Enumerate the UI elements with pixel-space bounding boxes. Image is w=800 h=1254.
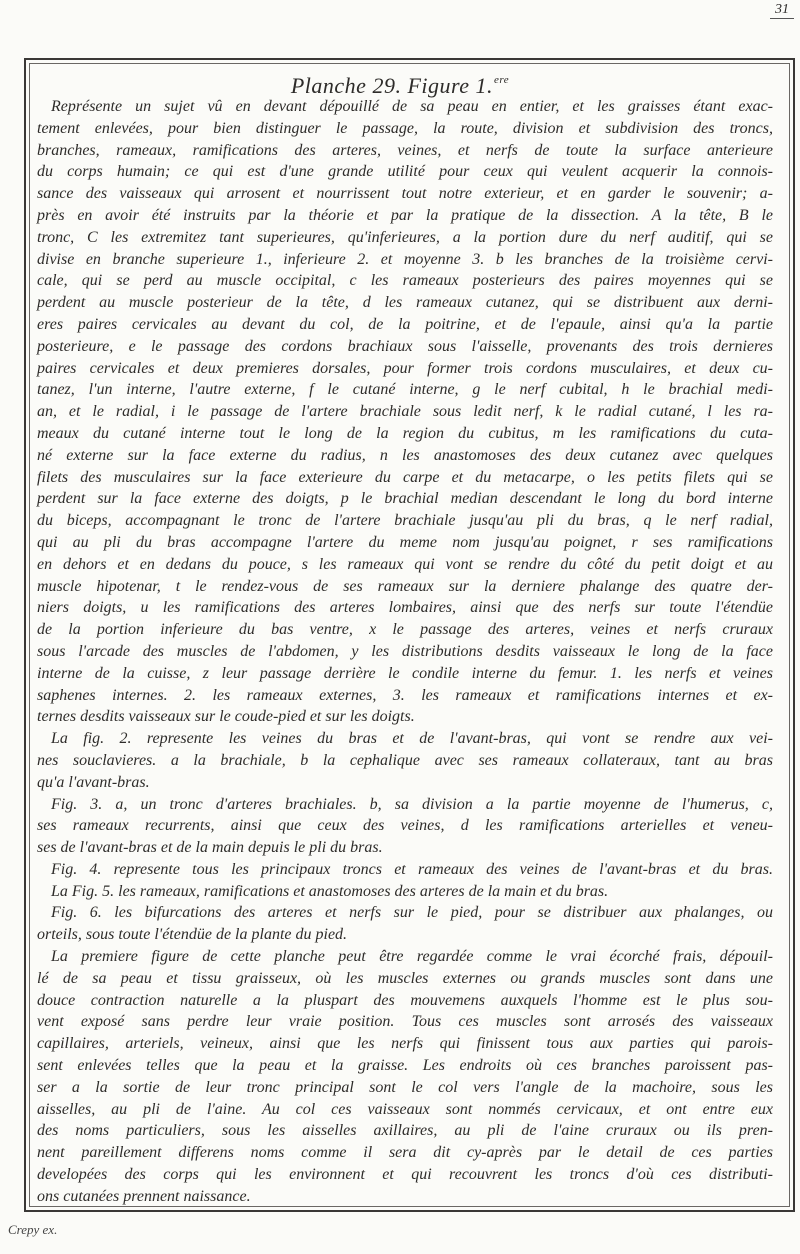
- text-line: saphenes internes. 2. les rameaux externes, 3. les rameaux et ramifications internes et ex-: [37, 686, 773, 704]
- text-line: Fig. 4. represente tous les principaux troncs et rameaux des veines de l'avant-bras et du bras.: [51, 860, 773, 878]
- text-line: posterieure, e le passage des cordons brachiaux sous l'aisselle, provenants des trois dernieres: [37, 337, 773, 355]
- text-line: tement enlevées, pour bien distinguer le passage, la route, division et subdivision des troncs,: [37, 119, 773, 137]
- text-line: douce contraction naturelle a la pluspart des mouvemens auxquels l'homme est le plus sou-: [37, 991, 773, 1009]
- text-line: de la portion inferieure du bas ventre, x le passage des arteres, veines et nerfs cruraux: [37, 621, 773, 639]
- text-line: ses de l'avant-bras et de la main depuis le pli du bras.: [37, 839, 383, 857]
- text-line: Fig. 3. a, un tronc d'arteres brachiales. b, sa division a la partie moyenne de l'humerus, c,: [51, 795, 773, 813]
- text-line: sous l'arcade des muscles de l'abdomen, y les distributions desdits vaisseaux le long de la face: [37, 642, 773, 660]
- text-line: né externe sur la face externe du radius, n les anastomoses des deux cutanez avec quelques: [37, 446, 773, 464]
- text-line: ser a la sortie de leur tronc principal sont le col vers l'angle de la machoire, sous les: [37, 1078, 773, 1096]
- text-line: sance des vaisseaux qui arrosent et nourrissent tout notre exterieur, et en garder le souvenir; a-: [37, 185, 773, 203]
- text-line: tronc, C les extremitez tant superieures, qu'inferieures, a la portion dure du nerf auditif, qui se: [37, 228, 773, 246]
- text-line: divise en branche superieure 1., inferieure 2. et moyenne 3. b les branches de la troisième cervi-: [37, 250, 773, 268]
- text-line: ses rameaux recurrents, ainsi que ceux des veines, d les ramifications arterielles et veneu-: [37, 817, 773, 835]
- text-line: nent pareillement differens noms comme il sera dit cy-après par le detail de ces parties: [37, 1144, 773, 1162]
- text-line: des noms particuliers, sous les aisselles axillaires, au pli de l'aine cruraux ou ils pren-: [37, 1122, 773, 1140]
- text-line: perdent sur la face externe des doigts, p le brachial median descendant le long du bord interne: [37, 490, 773, 508]
- text-line: du corps humain; ce qui est d'une grande utilité pour ceux qui veulent acquerir la connois-: [37, 163, 773, 181]
- text-line: niers doigts, u les ramifications des arteres lombaires, ainsi que des nerfs sur toute l'étendüe: [37, 599, 773, 617]
- text-line: sent enlevées telles que la peau et la graisse. Les endroits où ces branches paroissent pas-: [37, 1057, 773, 1075]
- page-number: 31: [770, 2, 794, 19]
- text-line: meaux du cutané interne tout le long de la region du cubitus, m les ramifications du cuta-: [37, 424, 773, 442]
- text-line: qu'a l'avant-bras.: [37, 773, 150, 791]
- plate-title-superscript: ere: [494, 74, 510, 86]
- text-line: vent exposé sans perdre leur vraie position. Tous ces muscles sont arrosés des vaisseaux: [37, 1013, 773, 1031]
- engraver-credit: Crepy ex.: [8, 1222, 58, 1237]
- text-line: tanez, l'un interne, l'autre externe, f le cutané interne, g le nerf cubital, h le brachial medi-: [37, 381, 773, 399]
- text-line: du biceps, accompagnant le tronc de l'artere brachiale jusqu'au pli du bras, q le nerf radial,: [37, 512, 773, 530]
- text-line: nes souclavieres. a la brachiale, b la cephalique avec ses rameaux collateraux, tant au bras: [37, 751, 773, 769]
- text-line: en dehors et en dedans du pouce, s les rameaux qui vont se rendre du côté du petit doigt et au: [37, 555, 773, 573]
- text-line: paires cervicales et deux premieres dorsales, pour former trois cordons musculaires, et deux cu-: [37, 359, 773, 377]
- plate-title-text: Planche 29. Figure 1.: [290, 73, 493, 98]
- text-line: Fig. 6. les bifurcations des arteres et nerfs sur le pied, pour se distribuer aux phalanges, ou: [51, 904, 773, 922]
- text-line: interne de la cuisse, z leur passage derrière le condile interne du femur. 1. les nerfs et veines: [37, 664, 773, 682]
- text-line: cale, qui se perd au muscle occipital, c les rameaux posterieurs des paires moyennes qui se: [37, 272, 773, 290]
- text-line: muscle hipotenar, t le rendez-vous de ses rameaux sur la derniere phalange des quatre der-: [37, 577, 773, 595]
- text-line: qui au pli du bras accompagne l'artere du meme nom jusqu'au poignet, r ses ramifications: [37, 533, 773, 551]
- text-line: près en avoir été instruits par la théorie et par la pratique de la dissection. A la tête, B le: [37, 206, 773, 224]
- plate-title: [0, 67, 800, 99]
- text-line: capillaires, arteriels, veineux, ainsi que les nerfs qui finissent tous aux parties qui parois-: [37, 1035, 773, 1053]
- text-line: ternes desdits vaisseaux sur le coude-pied et sur les doigts.: [37, 708, 415, 726]
- text-line: an, et le radial, i le passage de l'artere brachiale sous ledit nerf, k le radial cutané, l les ra-: [37, 403, 773, 421]
- text-line: La Fig. 5. les rameaux, ramifications et anastomoses des arteres de la main et du bras.: [51, 882, 609, 900]
- text-line: perdent au muscle posterieur de la tête, d les rameaux cutanez, qui se distribuent aux derni-: [37, 294, 773, 312]
- text-line: developées des corps qui les environnent et qui recouvrent les troncs d'où ces distributi-: [37, 1166, 773, 1184]
- text-line: Représente un sujet vû en devant dépouillé de sa peau en entier, et les graisses étant exac-: [51, 98, 773, 115]
- text-line: ons cutanées prennent naissance.: [37, 1187, 251, 1205]
- text-line: orteils, sous toute l'étendüe de la plante du pied.: [37, 926, 348, 944]
- text-line: eres paires cervicales au devant du col, de la poitrine, et de l'epaule, ainsi qu'a la partie: [37, 315, 773, 333]
- text-line: filets des musculaires sur la face exterieure du carpe et du metacarpe, o les petits filets qui se: [37, 468, 773, 486]
- text-line: La premiere figure de cette planche peut être regardée comme le vrai écorché frais, dépouil-: [51, 948, 773, 966]
- text-line: aisselles, au pli de l'aine. Au col ces vaisseaux sont nommés cervicaux, et ont entre eux: [37, 1100, 773, 1118]
- text-line: lé de sa peau et tissu graisseux, où les muscles externes ou grands muscles sont dans une: [37, 969, 773, 987]
- text-line: La fig. 2. represente les veines du bras et de l'avant-bras, qui vont se rendre aux vei-: [51, 730, 773, 748]
- description-text: [37, 96, 773, 1208]
- text-line: branches, rameaux, ramifications des arteres, veines, et nerfs de toute la surface anterieure: [37, 141, 773, 159]
